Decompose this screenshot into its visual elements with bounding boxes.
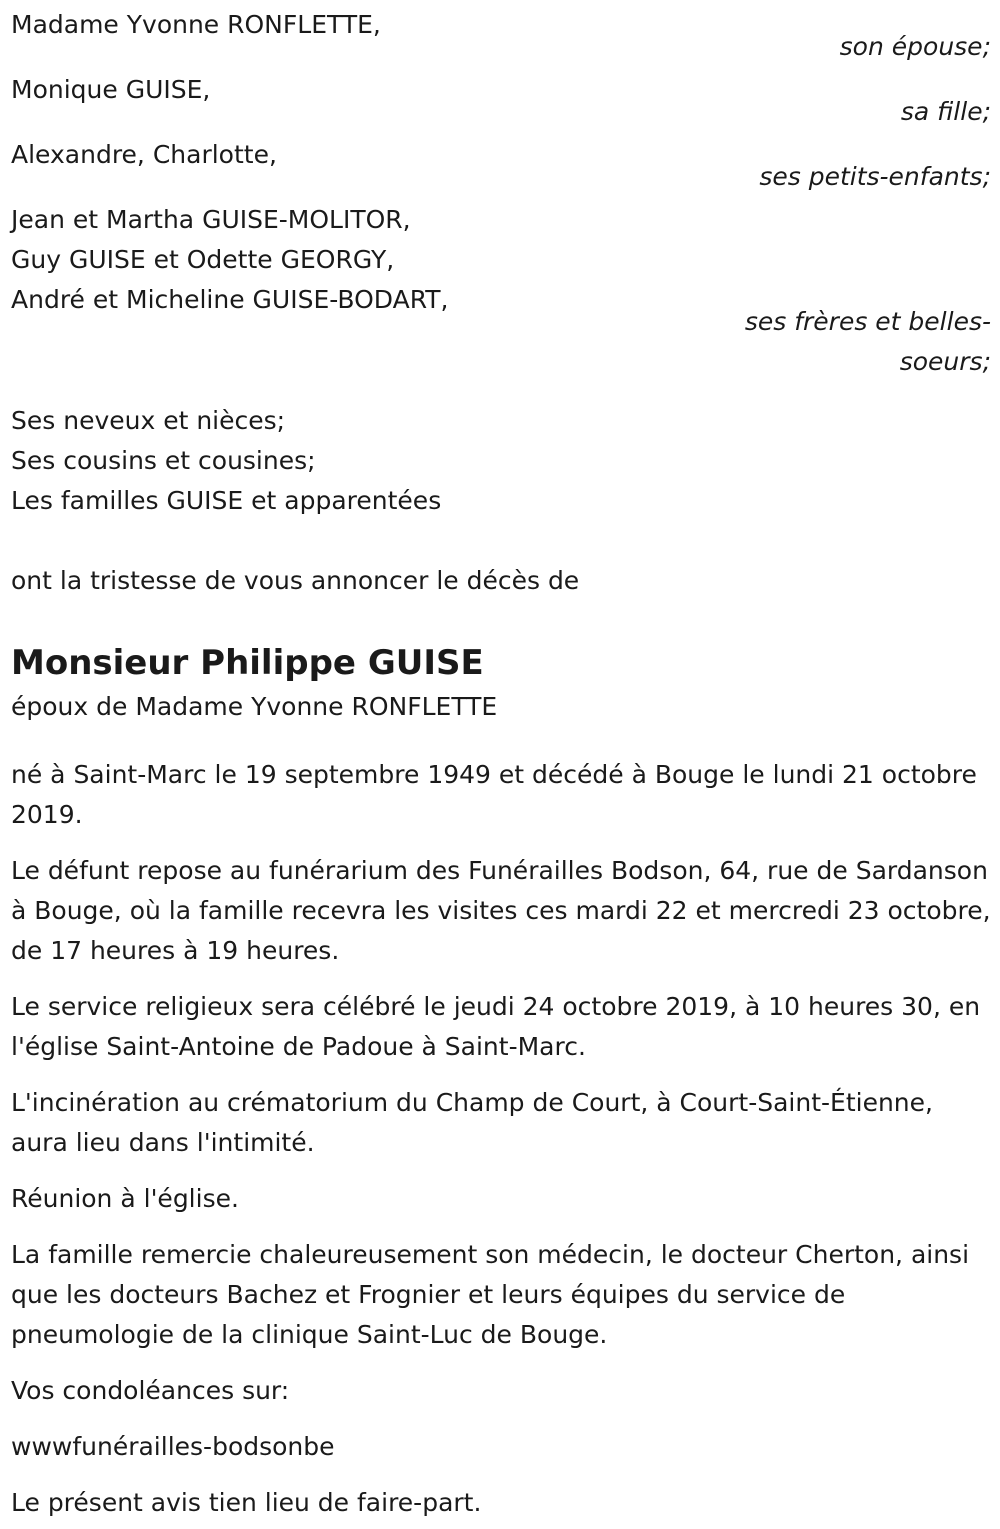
family-name: Madame Yvonne RONFLETTE, [11,10,381,39]
family-group-spouse [11,5,991,67]
family-group-grandchildren [11,135,991,197]
birth-death-paragraph: né à Saint-Marc le 19 septembre 1949 et décédé à Bouge le lundi 21 octobre 2019. [11,760,977,829]
family-role: ses petits-enfants; [759,162,991,191]
family-name: Jean et Martha GUISE-MOLITOR, [11,205,411,234]
service-paragraph: Le service religieux sera célébré le jeudi 24 octobre 2019, à 10 heures 30, en l'église Saint-Antoine de Padoue à Saint-Marc. [11,992,981,1061]
family-name: André et Micheline GUISE-BODART, [11,285,449,314]
funerarium-paragraph: Le défunt repose au funérarium des Funérailles Bodson, 64, rue de Sardanson à Bouge, où la famille recevra les visites ces mardi 22 et mercredi 23 octobre, de 17 heures à 19 heures. [11,856,991,965]
incineration-paragraph: L'incinération au crématorium du Champ de Court, à Court-Saint-Étienne, aura lieu dans l'intimité. [11,1088,933,1157]
relatives-line: Ses neveux et nièces; [11,406,286,435]
relatives-line: Les familles GUISE et apparentées [11,486,442,515]
family-group-siblings [11,200,991,382]
relatives-line: Ses cousins et cousines; [11,446,316,475]
family-name: Monique GUISE, [11,75,211,104]
deceased-spouse: époux de Madame Yvonne RONFLETTE [11,692,498,721]
other-relatives [11,401,991,521]
thanks-paragraph: La famille remercie chaleureusement son médecin, le docteur Cherton, ainsi que les docteurs Bachez et Frognier et leurs équipes du service de pneumologie de la clinique Saint-Luc de Bouge. [11,1240,970,1349]
family-role: ses frères et belles- [744,307,991,336]
family-role: sa fille; [900,97,991,126]
obituary-notice [11,5,991,1523]
deceased-name: Monsieur Philippe GUISE [11,643,484,683]
family-group-daughter [11,70,991,132]
family-role: son épouse; [839,32,991,61]
closing-note: Le présent avis tien lieu de faire-part. [11,1488,482,1517]
family-name: Guy GUISE et Odette GEORGY, [11,245,395,274]
reunion-paragraph: Réunion à l'église. [11,1184,239,1213]
condolences-website: wwwfunérailles-bodsonbe [11,1432,335,1461]
family-role: soeurs; [899,347,991,376]
announcement-text: ont la tristesse de vous annoncer le décès de [11,566,580,595]
family-name: Alexandre, Charlotte, [11,140,277,169]
condolences-label: Vos condoléances sur: [11,1376,290,1405]
